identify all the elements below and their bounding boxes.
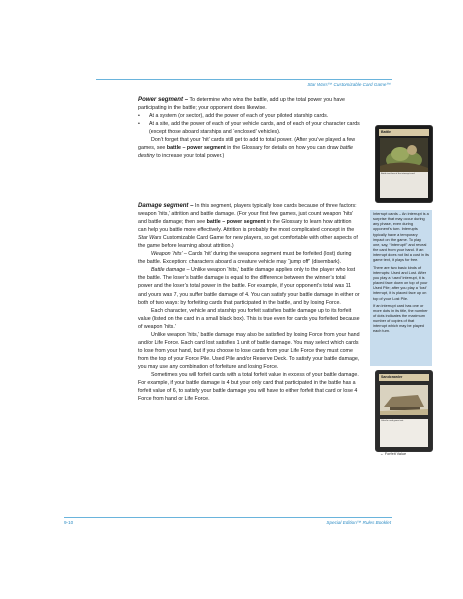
- card-title: Sandcrawler: [379, 374, 429, 381]
- battle-damage-term: Battle damage –: [151, 267, 190, 274]
- losing-force-paragraph: Unlike weapon ‘hits,’ battle damage may also be satisfied by losing Force from your hand and/or Life Force. Each card lost satisfies 1 unit of battle damage. You may select which cards to lose from your hand, but if you choose to lose cards from your Life Force they must come from the top of your Force Pile. Used Pile and/or Reserve Deck. To satisfy your battle damage, you may use any combination of forfeiture and losing Force.: [138, 331, 360, 370]
- card-game-text: Vehicle card game text.: [380, 419, 428, 447]
- vehicle-card-image: [375, 370, 433, 452]
- card-title: Battle: [379, 129, 429, 136]
- battle-damage-paragraph: [138, 266, 360, 306]
- sidebar-paragraph: There are two basic kinds of interrupts: Used and Lost. After you play a ‘used’ interrupt, it is placed face down on top of your Used Pile; after you play a ‘lost’ interrupt, it is placed face up on top of your Lost Pile.: [373, 265, 428, 301]
- damage-intro-c: Customizable Card Game for new players, so get comfortable with other aspects of the game before learning about attrition.): [138, 235, 358, 250]
- power-segment-intro: [138, 96, 360, 112]
- power-segment-note: [138, 136, 360, 160]
- card-artwork: [380, 138, 428, 172]
- interrupt-sidebar: [370, 210, 432, 366]
- excess-forfeit-paragraph: Sometimes you will forfeit cards with a total forfeit value in excess of your battle damage. For example, if your battle damage is 4 but your only card that participated in the battle has a forfeit value of 6, to satisfy your battle damage you will have to either forfeit that card or lose 4 Force from hand or Life Force.: [138, 371, 359, 403]
- star-wars-term: Star Wars: [138, 235, 162, 242]
- page-number: 9-10: [64, 520, 74, 525]
- weapon-hits-term: Weapon ‘hits’ –: [151, 251, 187, 258]
- power-segment-section: [138, 96, 360, 160]
- glossary-ref: battle – power segment: [166, 145, 226, 152]
- damage-segment-section: [138, 202, 360, 403]
- running-header: Star Wars™ Customizable Card Game™: [307, 82, 391, 87]
- bullet-system: • At a system (or sector), add the power of each of your piloted starship cards.: [138, 112, 360, 120]
- damage-intro-a: In this segment, players typically lose cards because of three factors: weapon ‘hits,’ attrition and battle damage. (For your first few games, just count weapon ‘hits’ and battle damage; then see: [138, 203, 357, 226]
- power-segment-intro-text: To determine who wins the battle, add up the total power you have participating in the battle; your opponent does likewise.: [138, 97, 345, 112]
- damage-segment-intro: [138, 202, 360, 250]
- power-segment-heading: Power segment –: [138, 96, 189, 103]
- glossary-ref-2: battle – power segment: [206, 219, 266, 226]
- forfeit-value-caption: ← Forfeit Value: [380, 452, 407, 456]
- forfeit-paragraph: Each character, vehicle and starship you forfeit satisfies battle damage up to its forfeit value (listed on the card in a small black box). This is true even for cards you forfeited because of weapon ‘hits.’: [138, 307, 360, 330]
- footer-rule: [64, 517, 392, 518]
- sidebar-paragraph: If an interrupt card has one or more dots in its title, the number of dots indicates the maximum number of copies of that interrupt which may be played each turn.: [373, 303, 428, 334]
- bullet-site: • At a site, add the power of each of your vehicle cards, and of each of your character cards (except those aboard starships and ‘enclosed’ vehicles).: [138, 120, 360, 136]
- sidebar-paragraph: Interrupt cards – An interrupt is a surprise that may occur during any phase, even during opponent’s turn. Interrupts typically have a temporary impact on the game. To play one, say, “Interrupt!” and reveal the card from your hand. If an interrupt does not list a cost in its game text, it plays for free.: [373, 212, 429, 263]
- header-rule: [96, 79, 392, 80]
- weapon-hits-paragraph: [138, 250, 360, 266]
- battle-card-image: [375, 125, 433, 203]
- battle-destiny-term: battle destiny: [138, 145, 353, 160]
- forfeit-value-label: Forfeit Value: [384, 452, 407, 456]
- note-text-b: in the Glossary for details on how you can draw: [225, 145, 340, 152]
- damage-segment-heading: Damage segment –: [138, 202, 194, 209]
- card-game-text: Battle text box of the interrupt card.: [380, 172, 428, 198]
- running-footer: Special Edition™ Rules Booklet: [326, 520, 391, 525]
- note-text-c: to increase your total power.): [154, 153, 225, 160]
- damage-intro-b: in the Glossary to learn how attrition can help you battle more effectively. Attrition is probably the most complicated concept in the: [138, 219, 355, 234]
- weapon-hits-text: Cards ‘hit’ during the weapons segment must be forfeited (lost) during the battle. Exception: characters aboard a creature vehicle may “jump off” (disembark).: [138, 251, 352, 266]
- note-text-a: Don’t forget that your ‘hit’ cards still get to add to total power. (After you’ve played a few games, see: [138, 137, 356, 152]
- card-artwork: [380, 385, 428, 415]
- battle-damage-text: Unlike weapon ‘hits,’ battle damage applies only to the player who lost the battle. The loser’s battle damage is equal to the difference between the winner’s total power and the loser’s total power in the battle. For example, if your opponent’s total was 11 and yours was 7, you suffer battle damage of 4. You can satisfy your battle damage in either or both of two ways: by forfeiting cards that participated in the battle, and by losing Force.: [138, 267, 360, 306]
